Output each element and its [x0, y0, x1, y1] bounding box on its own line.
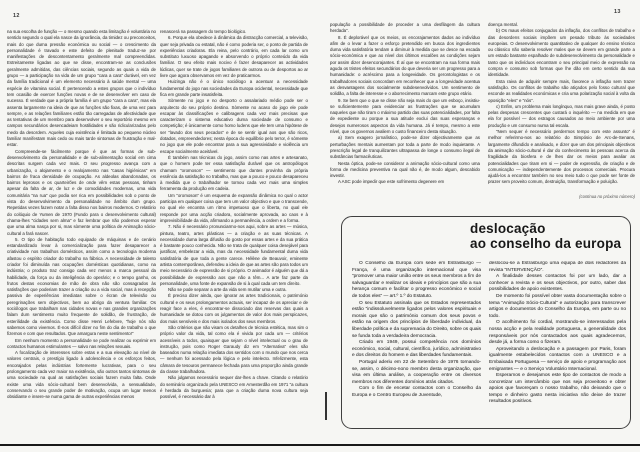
- paragraph: Com o fim de encetar contactos com o Conselho da Europa e o Centro Europeu de Juventude,: [352, 386, 481, 398]
- paragraph: Aproveitando a deslocação e a passagem por Paris, foram igualmente estabelecidos contactos com a UNESCO e a Embaixada Portuguesa — serviço de apoio e programação aos emigrantes — e o Serviço Voluntário Internacional.: [489, 346, 626, 372]
- paragraph: 7. Não é necessário pronunciarmo-nos aqui, sobre as artes — música, pintura, teatro, artes plásticas — a criação e as suas técnicas. A necessidade duma larga difusão do gosto por essas artes e da sua prática é bastante pouco conhecida. Não se trata de qualquer coisa desejável para justificar, embelezar a vida, mas da necessidade fundamental duma vida satisfatória de que toda a gente carece. Hélène de Beauvoir, eminente artista contemporânea, defendeu a ideia de que as artes são para todos um meio necessário de expressão de si próprio. O animador é alguém que dá a possibilidade de expressão aos que não a têm... A arte faz parte da personalidade, uma fonte de expansão de si à qual cada um tem direito.: [160, 224, 308, 286]
- page-bottom-rule: [0, 444, 640, 446]
- paragraph: Em nenhum momento a personalidade se pode realizar ou exprimir em contactos humanos estimulantes — salvo nas relações sexuais.: [7, 337, 156, 349]
- article-column-2: [489, 261, 626, 424]
- page-number-right: 13: [614, 9, 621, 15]
- paragraph: 9. Se bem que o que se disse não seja mais do que um esboço, insistiu-se suficientemente para evidenciar as frustrações que se acumulam naqueles que não tiram o máximo partido das suas potencialidades, por falta de expediente ou porque a sua atitude exclui das suas esperanças e desejos numerosos aspectos da vida humana. Já é tempo, mesmo a este nível, que os governos avaliem o custo financeiro desta situação.: [330, 97, 480, 135]
- paragraph: Esperamos e desejamos este tipo de contactos de modo a concretizar um intercâmbio que nos seja proveitoso e obter apoios que favoreçam o nosso trabalho, não deixando que o tempo e dinheiro gasto nesta iniciativa não deixe de trazer resultados positivos.: [489, 373, 626, 405]
- continuation-note: (continua no próximo número): [579, 194, 635, 199]
- left-page-column-1: [7, 29, 156, 429]
- boxed-article: [341, 216, 631, 429]
- paragraph: população a possibilidade de proceder a uma desfilagem da cultura herdada”.: [330, 22, 480, 34]
- paragraph: Compreende-se fàcilmente porque é que as formas de sub-desenvolvimento da personalidade e de sub-alimentação social em cima descritas surgem cada vez mais. O seu progresso avança com a urbanização, o alojamento e o realojamento nas “casas higiénicas” em bairros de fraca densidade de ocupação. As aldeolas abandonadas, os bairros leprosos e os quarteirões de onde vêm estas pessoas, tinham apesar da falta de ar, de luz e de comodidades modernas, uma vida comunitária “na rua” que podia ser rica em possibilidades sob o ponto de vista do desenvolvimento da personalidade no âmbito dum grupo. Repetidas vezes fazem notar a falta disso nos bairros modernos. O relatório do colóquio de Yumen de 1970 (Fundo para o desenvolvimento cultural) chama-lhes “cidades sem alma” e faz lembrar que não podemos esperar que uma alma nasça por si, mas sòmente uma política de Animação sócio-cultural a fará nascer.: [7, 148, 156, 236]
- article-title-line-2: ao conselho da europa: [470, 235, 622, 251]
- left-page-column-2: [160, 29, 308, 429]
- right-page-column-2: [488, 22, 635, 192]
- paragraph: É também nas técnicas do jogo, assim como nas artes e artesanato, que o homem pode ter essa satisfação durável que os antropólogos chamam “oromoson” — sentimento que dantes provinha da própria essência da satisfação no trabalho, mas que a pouco e pouco desapareceu à medida que o trabalhador se tornou cada vez mais uma simples ferramenta da produção em cadeia.: [160, 154, 308, 192]
- paragraph: renascerá na passagem do tempo biológico.: [160, 29, 247, 34]
- gutter-fold-mark: [325, 392, 327, 420]
- paragraph: 6. Porque ela obedece à dinâmica da distracção comercial, a televisão, quer seja privada ou estatal, não é como poderia ser, o ponto de partida de experiências criadoras. Ela reina, pelo contrário, em cada lar como um substituto luxuoso apagando e absorvendo o próprio conteúdo da vida familiar. O seu efeito mais nocivo é fazer desaparecer as actividades lúdicas, quer se trate de jogos familiares de outrora ou de desportos ao ar livre que agora observamos em vez de praticarmos.: [160, 35, 308, 79]
- page-number-left: 12: [13, 13, 20, 19]
- paragraph: c) Enfim, um problema mais longínquo, mas mais grave ainda, é posto pelas despesas crescentes que custará o inquérito — na medida em que ela for possível — dos estragos causados ao meio ambiente por uma produção e um consumo numa tal escala.: [488, 103, 635, 128]
- paragraph: “Nem sequer é necessário perdermos tempo com este assunto” é melhor referirmo-nos ao relatório do Simpósio de Arc-de-Senans, largamente difundido e analisado, e dizer que um dos principais objectivos da animação sócio-cultural é dar do conhecimento às pessoas acerca da fragilidade da biosfera e de lhes dar os meios para avaliar as potencialidades que tiram em si — poder de expressão, de criação e de comunicação — independentemente dos processos comerciais. Procura ajudá-los a encontrar também no seu meio tudo o que pode ser fonte de prazer sem proveito comum, destruição, transformação e poluição.: [488, 129, 635, 185]
- paragraph: 5. O tipo de habitação todo equipado de máquinas e de cenário estandardizado levar à comercialização para fazer desaparecer a criatividade nos trabalhos domésticos, assim como a tecnologia moderna afastou o espírito criador do trabalho na fábrica. A necessidade de talento criador foi diminuída nas ocupações domésticas quotidianas, como na indústria; o produto traz consigo cada vez menos a marca pessoal da habilidade, da força ou da inteligência do operário; e o tempo ganho, os frutos destas economias de mão de obra não são consagrados às satisfações que poderiam trazer a criação ou a vida social, mas à recepção passiva de experiências imediatas sobre o écran de televisão ou peregrinações sem objectivos, bem ao abrigo da ventura familiar. Os sociólogos que trabalham nas cidades novas e nas grandes organizações falam dum sentimento muito frequente de solidão, de frustração, de esterilidade da existência. Como disse Henri Lefebvre, “hoje nós não sabemos como vivemos. É-nos difícil dizer no fim do dia de trabalho o que fizemos e com que resultados. Que amargura neste sentimento!”: [7, 236, 156, 337]
- paragraph: doença mental.: [488, 22, 519, 27]
- paragraph: São critérios que não visam os detalhes de técnica estética, mas sim o próprio valor da vida, tal como ela é vivida por cada um — critérios acessíveis a todos, quaisquer que sejam o nível intelectual ou o grau de instrução, pois como Roger Garaudy diz em “Alternativa” eles são baseados numa relação imediata dos sentidos com o mundo que nos cerca — nenhum foi acessado pela lógica e pelo intelecto. Infelizmente, esta câmara de tesouros permanece fechada para uma proporção ainda grande da classe trabalhadora.: [160, 324, 308, 375]
- paragraph: a) Sem exagero jornalístico, pode-se dizer objectivamente que as perturbações mentais aumentam por toda a parte de modo inquietante. A prescrição legal de tranquilizantes ultrapassa de longe o consumo ilegal de substâncias farmacêuticas.: [330, 135, 480, 160]
- paragraph: Huizinga não é o único sociólogo a acentuar a necessidade fundamental do jogo nas sociedades da Europa ocidental, necessidade que fica em grande parte insatisfeita.: [160, 79, 308, 97]
- paragraph: Não se pode separar a arte da vida sem mutilar uma e outra.: [168, 287, 287, 293]
- paragraph: De momento foi possível obter vasta documentação sobre o tema “Animação Sócio-Cultural” e autorização para transcrever artigos e documentos do Conselho da Europa, em parte ou no todo.: [489, 293, 626, 319]
- paragraph: Um “oromoson” é um esquema de expansão dinâmica no qual o actor participa em qualquer coisa que tem um valor objectivo e que o transcende, no qual ele encontra um ritmo impetuoso que o liberta, no qual ele responde por uma acção criadora, socialmente aprovada, ao caos e à imprevisibilidade da vida, afirmando a permanência, a ordem e a forma.: [160, 192, 308, 223]
- paragraph: Não julgamos necessário sequer dar-lhes a chave. Citando o relatório do seminário organizado pela UNESCO em Amesterdão em 1971 “a cultura é herdada da burguesia; para que a criação duma nova cultura seja possível, é necessário dar à: [160, 375, 308, 400]
- paragraph: Portugal aderiu em 22 de Setembro de 1976 tornando-se, assim, o décimo-nono membro desta organização, que visa em última análise, a cooperação entre os diversos membros nos diferentes domínios atrás citados.: [352, 359, 481, 385]
- paragraph: O acolhimento foi cordial, mostrando-se interessados pela nossa acção e pela realidade portuguesa, a generalidade dos responsáveis por nós contactados aos quais agradecemos, desde já, a forma como o fizeram.: [489, 320, 626, 346]
- paragraph: Nesta óptica, pode-se considerar a animação sócio-cultural como uma forma de medicina preventiva na qual não é, de modo algum, descabido investir.: [330, 160, 480, 179]
- paragraph: deslocou-se a Estrasburgo uma equipa de dois redactores da revista “INTERVENÇÃO”.: [489, 261, 626, 273]
- paragraph: Criado em 1949, possui competência nos domínios económico, social, cultural, científico, jurídico, administrativo e dos direitos do homem e das liberdades fundamentais.: [352, 340, 481, 359]
- paragraph: Sòmente no jogo e no desporto o assalariado médio pode ser o arquitecto do seu próprio destino. Sòmente no acaso do jogo ele pode escapar às classificações e calibragens cada vez mais precisas que caracterizam o sistema educativo duma sociedade de consumo e competição; é ùnicamente como homo ludens que ele tem uma hipótese de ser “lavado dos seus pecados” e de se sentir igual aos que são ricos, dotados, empreendedores; nesta época do equilíbrio pelo terror, é sòmente no jogo que ele pode encontrar para a sua agressividade e violência um escape socialmente aceitável.: [160, 98, 308, 154]
- paragraph: O Conselho da Europa com sede em Estrasburgo — França, é uma organização internacional que visa “promover uma maior união entre os seus membros a fim de salvaguardar e realizar os ideais e princípios que são a sua herança comum e facilitar o progresso económico e social de todos eles” — art.º 1.º do Estatuto.: [352, 261, 481, 299]
- paragraph: A finalidade desses contactos foi por um lado, dar a conhecer a revista e os seus objectivos, por outro, saber das possibilidades de apoio existentes.: [489, 274, 626, 293]
- paragraph: b) Os maus efeitos conjugados da inflação, dos conflitos de trabalho e das desordens sociais impõem um pesado tributo às sociedades europeias. O desenvolvimento quantitativo de qualquer do ensino técnico ou clássico não saberia resolver males que se devem em grande parte a um estado bastante espalhado de subdesenvolvimento da personalidade e tanto que os indivíduos encontram o seu principal meio de expressão na compra e consumo sob formas que lhe dão em certo sentido da sua identidade.: [488, 28, 635, 78]
- paragraph: A ASC pode impedir que este sofrimento degenere em: [338, 179, 445, 185]
- paragraph: A focalização de interesses sobre estas e a sua elevação ao nível de valores centrais, o prestígio ligado à adolescência e os esforços feitos, encorajados pelas indústrias fortemente lucrativas, para o seu prolongamento cada vez maior na existência, são outros tantos sintomas de uma sociedade na qual as satisfações sociais fazem muita falta. Onde existe uma vida sócio-cultural bem desenvolvida, a sensualidade, conservando o seu grande poder de motivação, ocupa um lugar menos obsidiante e insere-se numa gama de outras experiências menos: [7, 350, 156, 400]
- article-title: [470, 222, 628, 252]
- right-page-column-1: [330, 22, 480, 212]
- paragraph: É preciso dizer ainda, que ignorar as artes tradicionais, o património cultural e os seus prolongamentos actuais, ser incapaz de os apreciar e de reagir face a eles, é encontrar-se dissociado das reservas das quais a humanidade se dotou com os julgamentos de valor dos mais perspicazes, dos mais sensíveis e dos mais isolados dos seus membros.: [160, 293, 308, 324]
- article-title-line-1: deslocação: [470, 221, 546, 236]
- article-column-1: [352, 261, 481, 424]
- paragraph: na sua escolha de função — o mesmo quando esta limitação é voluntária no sentido segundo o qual ela nasce da ignorância, da timidez ou preconceitos, mais do que duma pressão económica ou social — o crescimento da personalidade é travado e este defeito de plenitude traduz-se por manifestações de descontentamento geralmente mal compreendidas. Estreitamente ligadas ao que se disse, encontram-se as conclusões geralmente admitidas, das ciências sociais, segundo as quais a vida de grupo — a participação na vida de um grupo “cara a cara” durável, em vez da família tradicional é um elemento necessário à saúde mental — uma espécie de vitamina social. É pertencendo a estes grupos que o indivíduo tem ocasião de exercer funções novas e de se desenvolver em caso de sucesso. É verdade que a própria família é um grupo “cara a cara”, mas ela assenta largamente na ideia de que as funções são fixas, de uma vez para sempre, e as relações familiares estão tão carregadas de afectividade que as tentativas de um membro para desenvolver o seu reportório mesmo em campos secundários desencadeiam hostilidades e são ridicularizadas pelo medo da desordem. Aqueles cuja existência é limitada ao pequeno núcleo familiar manifestam mais cedo ou mais tarde sintomas de frustração e mal-estar.: [7, 29, 156, 148]
- paragraph: 8. É deplorável que os meios, os encorajamentos dados ao indivíduo afim de o levar a fazer o esforço pretendido em busca dos ingredientes duma vida satisfatória tendam a diminuir à medida que se desce na escada sócio-económica e que ao nível dos últimos escalões as condições sejam por assim dizer desencorajantes. É aí que se encontram na sua forma mais aguda os tristes efeitos secundários do que deveria ser um progresso para a humanidade: o acréscimo para a longevidade. Os gerontologistas e os trabalhadores sociais concordam em reconhecer que a longevidade acentua as desvantagens dos socialmente subdesenvolvidos. Um sentimento de solidão, a falta de interesse e o aborrecimento marcam este grupo etário.: [330, 34, 480, 97]
- paragraph: O seu Estatuto assinala que os Estados representados estão “indissoluvelmente ligados pelos valores espirituais e morais que são o património comum dos seus povos e estão na origem dos princípios de liberdade individual, da liberdade política e da supremacia do Direito, sobre os quais se funda toda a verdadeira democracia.: [352, 300, 481, 339]
- paragraph: Esta raiva de adquirir sempre mais, favorece a inflação sem trazer satisfação. Os conflitos de trabalho são atiçados pelo fosso cultural que esconde as realidades económicas e cria uma polarização social à volta da oposição “eles” e “nós”.: [488, 78, 635, 103]
